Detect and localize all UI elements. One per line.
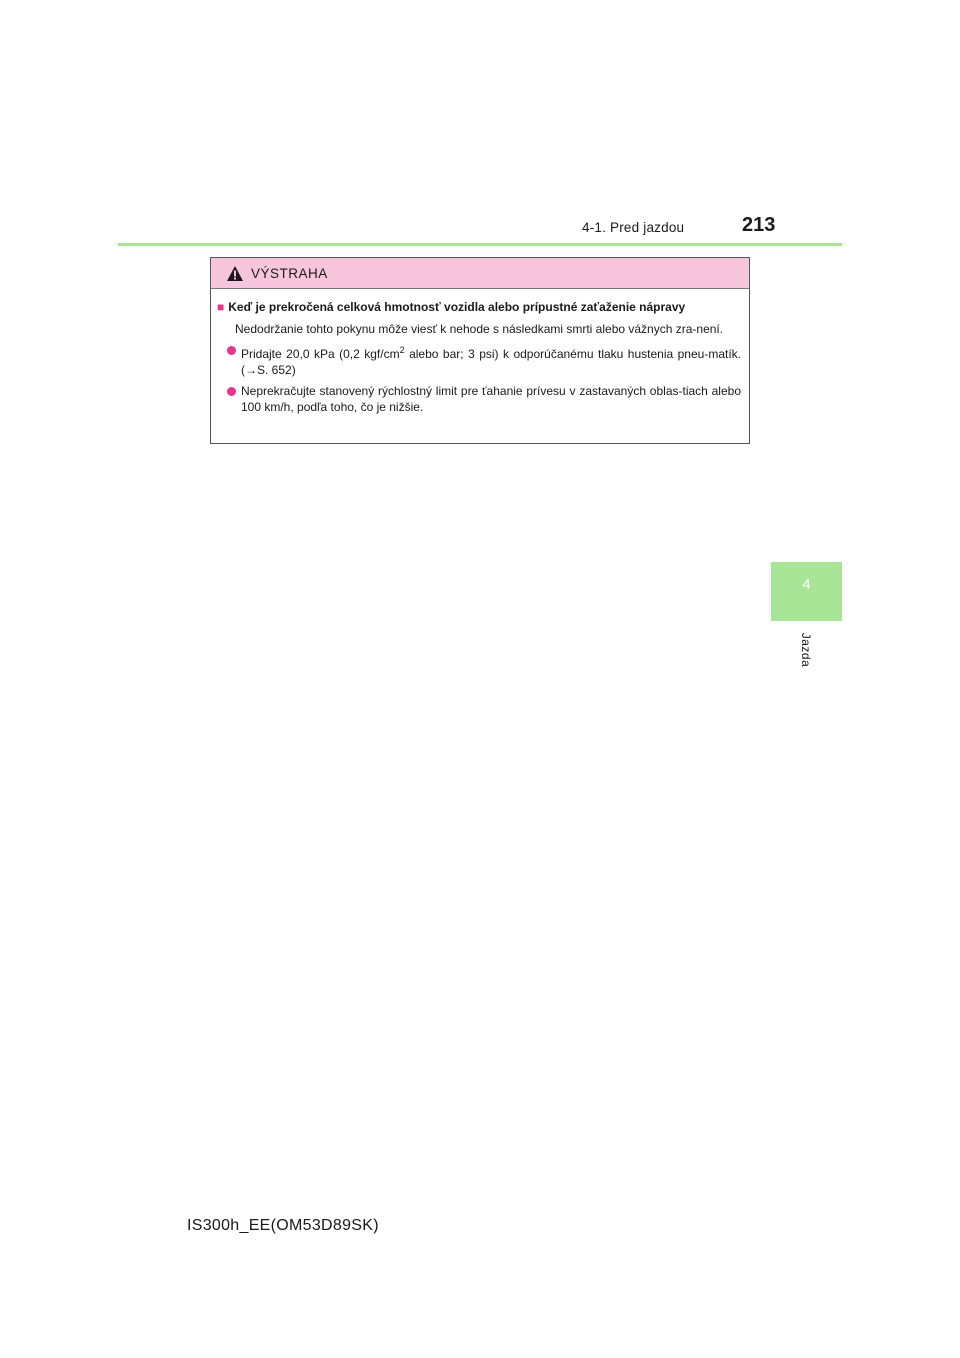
page-number: 213: [742, 214, 776, 236]
list-item: [227, 342, 741, 378]
list-item: [227, 383, 741, 415]
chapter-number: 4: [802, 576, 811, 593]
warning-body: [211, 289, 749, 415]
warning-box: [210, 257, 750, 444]
warning-header: [211, 258, 749, 289]
warning-subheading: [217, 299, 741, 315]
warning-intro: Nedodržanie tohto pokynu môže viesť k nehode s následkami smrti alebo vážnych zra-není.: [235, 322, 724, 336]
warning-title: VÝSTRAHA: [251, 265, 328, 281]
bullet-dot-icon: [227, 346, 236, 355]
bullet-text-part: alebo bar; 3 psi) k odporúčanému tlaku hustenia pneu-matík. (→S. 652): [241, 347, 741, 377]
header-divider: [118, 243, 842, 246]
square-bullet-icon: ■: [217, 300, 225, 314]
section-title: 4-1. Pred jazdou: [582, 220, 685, 235]
superscript: 2: [399, 345, 405, 355]
model-code: IS300h_EE(OM53D89SK): [187, 1217, 379, 1234]
bullet-text: [241, 342, 741, 378]
bullet-text: Neprekračujte stanovený rýchlostný limit pre ťahanie prívesu v zastavaných oblas-tiach alebo 100 km/h, podľa toho, čo je nižšie.: [241, 384, 741, 414]
chapter-label: Jazda: [799, 632, 813, 668]
warning-triangle-icon: [227, 266, 243, 281]
chapter-tab: [771, 562, 842, 621]
bullet-dot-icon: [227, 387, 236, 396]
bullet-text-part: Pridajte 20,0 kPa (0,2 kgf/cm: [241, 347, 400, 361]
warning-subheading-text: Keď je prekročená celková hmotnosť vozidla alebo prípustné zaťaženie nápravy: [228, 300, 686, 314]
